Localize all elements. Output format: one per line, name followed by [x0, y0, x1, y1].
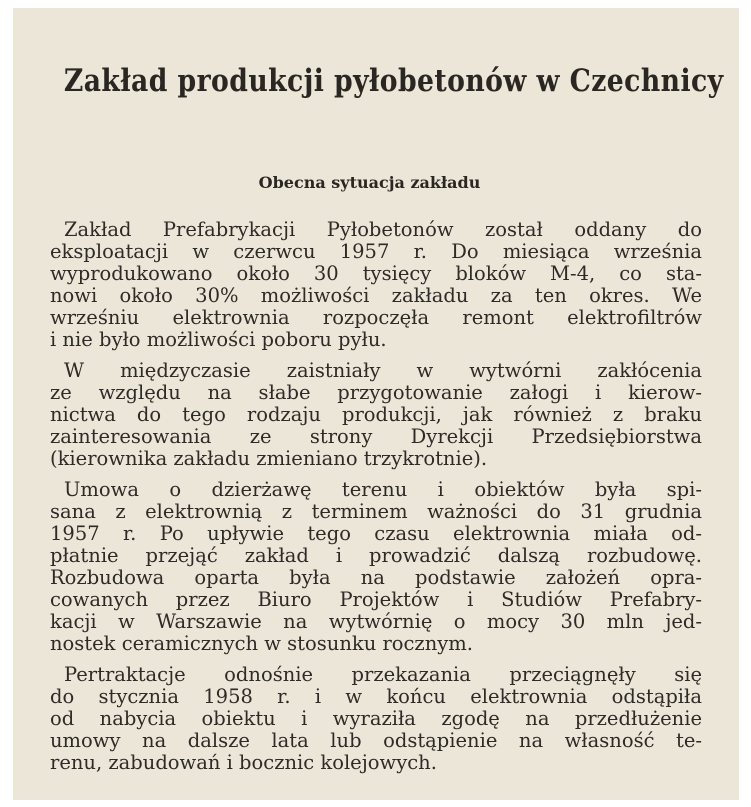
newspaper-clipping: [13, 8, 739, 800]
text-line: cowanych przez Biuro Projektów i Studiów Prefabry-: [50, 588, 702, 611]
paragraph-2: [50, 360, 702, 470]
text-line: wrześniu elektrownia rozpoczęła remont elektrofiltrów: [50, 306, 702, 329]
article-body: [50, 219, 702, 783]
text-line: sana z elektrownią z terminem ważności do 31 grudnia: [50, 500, 702, 523]
paragraph-1: [50, 219, 702, 351]
text-line: płatnie przejąć zakład i prowadzić dalszą rozbudowę.: [50, 544, 702, 567]
text-line: do stycznia 1958 r. i w końcu elektrownia odstąpiła: [50, 685, 702, 708]
text-line: eksploatacji w czerwcu 1957 r. Do miesiąca września: [50, 240, 702, 263]
article-headline: Zakład produkcji pyłobetonów w Czechnicy: [63, 63, 724, 99]
text-line: nowi około 30% możliwości zakładu za ten okres. We: [50, 284, 702, 307]
text-line: ze względu na słabe przygotowanie załogi i kierow-: [50, 381, 702, 404]
text-line: Zakład Prefabrykacji Pyłobetonów został oddany do: [64, 218, 702, 241]
paragraph-3: [50, 479, 702, 655]
text-line: renu, zabudowań i bocznic kolejowych.: [50, 751, 437, 774]
paragraph-4: [50, 664, 702, 774]
text-line: umowy na dalsze lata lub odstąpienie na własność te-: [50, 729, 702, 752]
text-line: (kierownika zakładu zmieniano trzykrotnie).: [50, 447, 488, 470]
text-line: W międzyczasie zaistniały w wytwórni zakłócenia: [64, 359, 702, 382]
text-line: i nie było możliwości poboru pyłu.: [50, 328, 387, 351]
text-line: zainteresowania ze strony Dyrekcji Przedsiębiorstwa: [50, 425, 702, 448]
text-line: nostek ceramicznych w stosunku rocznym.: [50, 632, 473, 655]
text-line: kacji w Warszawie na wytwórnię o mocy 30 mln jed-: [50, 610, 702, 633]
text-line: wyprodukowano około 30 tysięcy bloków M-4, co sta-: [50, 262, 702, 285]
text-line: Umowa o dzierżawę terenu i obiektów była spi-: [64, 478, 702, 501]
text-line: od nabycia obiektu i wyraziła zgodę na przedłużenie: [50, 707, 702, 730]
section-heading: Obecna sytuacja zakładu: [258, 173, 481, 192]
text-line: nictwa do tego rodzaju produkcji, jak również z braku: [50, 403, 702, 426]
text-line: Rozbudowa oparta była na podstawie założeń opra-: [50, 566, 702, 589]
text-line: 1957 r. Po upływie tego czasu elektrownia miała od-: [50, 522, 702, 545]
text-line: Pertraktacje odnośnie przekazania przeciągnęły się: [64, 663, 702, 686]
